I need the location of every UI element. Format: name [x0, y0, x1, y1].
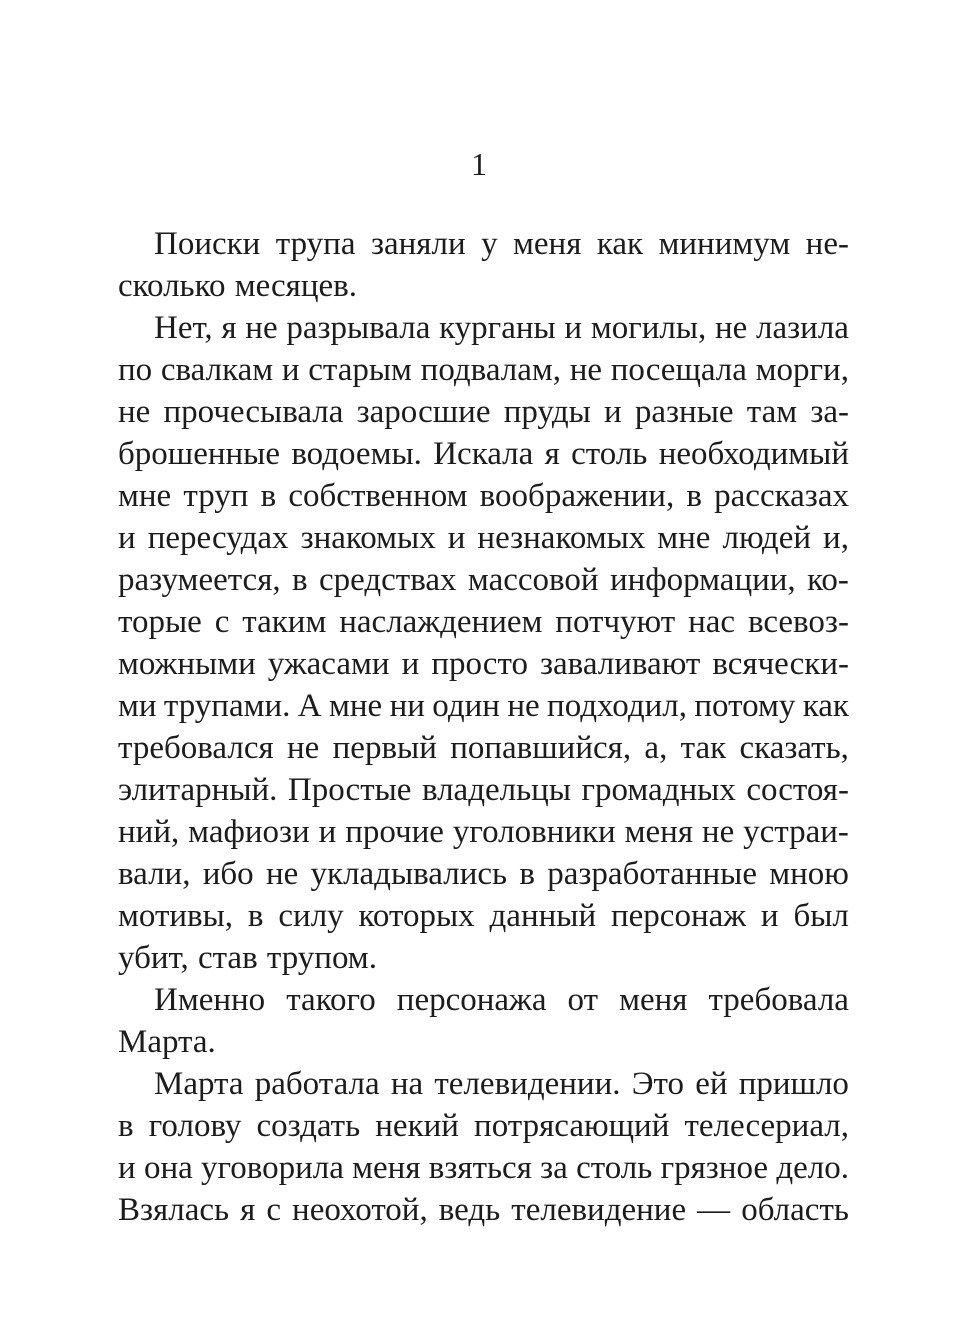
word: таким — [242, 604, 327, 640]
word: Это — [631, 1066, 684, 1102]
word: разработанные — [547, 856, 757, 892]
word: Искала — [433, 436, 534, 472]
word: мне — [329, 688, 383, 724]
word: потрясающий — [474, 1108, 670, 1144]
word: трупа — [275, 226, 356, 262]
word: незнакомых — [477, 520, 646, 556]
word: морги, — [755, 352, 849, 388]
word: мне — [118, 478, 172, 514]
word: и — [401, 646, 420, 682]
text-line — [118, 1147, 849, 1189]
word: грязное — [660, 1150, 769, 1186]
word: меня — [624, 814, 693, 850]
word: Взялась — [118, 1192, 230, 1228]
chapter-text — [118, 223, 849, 1231]
word: мафиози — [188, 814, 310, 850]
word: в — [686, 478, 702, 514]
word: один — [432, 688, 500, 724]
word: знакомых — [300, 520, 436, 556]
word: требовался — [118, 730, 274, 766]
word: брошенные — [118, 436, 280, 472]
word: потчуют — [555, 604, 676, 640]
word: Марта. — [118, 1024, 216, 1060]
word: у — [481, 226, 498, 262]
word: подвалам, — [420, 352, 562, 388]
word: я — [544, 436, 560, 472]
word: владельцы — [421, 772, 571, 808]
word: людей — [722, 520, 812, 556]
word: как — [802, 688, 849, 724]
text-line — [118, 1063, 849, 1105]
word: просто — [431, 646, 528, 682]
word: могилы, — [590, 310, 707, 346]
text-line — [118, 727, 849, 769]
word: ужасами — [267, 646, 390, 682]
word: и — [118, 1150, 136, 1186]
word: не- — [805, 226, 849, 262]
word: сказать, — [739, 730, 849, 766]
word: на — [390, 1066, 424, 1102]
word: Поиски — [154, 226, 261, 262]
word: в — [519, 856, 535, 892]
text-line — [118, 265, 849, 307]
word: по — [118, 352, 153, 388]
word: трупами. — [163, 688, 291, 724]
word: телевидении. — [434, 1066, 621, 1102]
text-line — [118, 853, 849, 895]
word: меня — [352, 1150, 421, 1186]
word: ми — [118, 688, 157, 724]
word: так — [680, 730, 727, 766]
word: меня — [619, 982, 688, 1018]
word: не — [265, 856, 299, 892]
word: торые — [118, 604, 202, 640]
word: лазила — [756, 310, 849, 346]
word: с — [214, 604, 230, 640]
text-line — [118, 685, 849, 727]
word: потому — [694, 688, 796, 724]
word: — — [697, 1192, 731, 1228]
word: силу — [278, 898, 344, 934]
text-line — [118, 433, 849, 475]
word: с — [266, 1192, 281, 1228]
text-line — [118, 349, 849, 391]
word: за- — [810, 394, 849, 430]
word: область — [741, 1192, 849, 1228]
word: став — [197, 940, 258, 976]
text-line — [118, 937, 849, 979]
word: неохотой, — [292, 1192, 428, 1228]
word: пруды — [503, 394, 591, 430]
word: средствах — [319, 562, 457, 598]
word: старым — [308, 352, 412, 388]
word: ни — [389, 688, 425, 724]
word: она — [143, 1150, 193, 1186]
text-line — [118, 559, 849, 601]
word: за — [540, 1150, 568, 1186]
word: мотивы, — [118, 898, 234, 934]
word: работала — [254, 1066, 380, 1102]
word: не — [118, 394, 151, 430]
word: трупом. — [266, 940, 377, 976]
word: сколько — [118, 268, 226, 304]
word: месяцев. — [234, 268, 358, 304]
word: в — [292, 562, 308, 598]
word: вали, — [118, 856, 191, 892]
word: попавшийся, — [450, 730, 632, 766]
word: всячески- — [712, 646, 849, 682]
word: разумеется, — [118, 562, 281, 598]
chapter-number: 1 — [471, 146, 487, 182]
word: прочие — [345, 814, 444, 850]
word: персонажа — [396, 982, 547, 1018]
text-line — [118, 223, 849, 265]
word: рассказах — [714, 478, 849, 514]
word: а, — [644, 730, 668, 766]
text-line — [118, 895, 849, 937]
word: разные — [634, 394, 734, 430]
word: минимум — [658, 226, 791, 262]
word: ний, — [118, 814, 180, 850]
word: дело. — [776, 1150, 849, 1186]
word: которых — [358, 898, 475, 934]
word: и — [564, 310, 583, 346]
word: был — [793, 898, 849, 934]
word: создать — [256, 1108, 361, 1144]
word: телевидение — [511, 1192, 687, 1228]
word: как — [596, 226, 644, 262]
word: я — [221, 310, 237, 346]
text-line — [118, 517, 849, 559]
word: можными — [118, 646, 256, 682]
word: пересудах — [147, 520, 289, 556]
word: и — [604, 394, 622, 430]
word: там — [746, 394, 798, 430]
word: телесериал, — [684, 1108, 849, 1144]
word: устраи- — [743, 814, 849, 850]
word: Простые — [287, 772, 412, 808]
word: убит, — [118, 940, 189, 976]
text-line — [118, 1105, 849, 1147]
word: требовала — [708, 982, 849, 1018]
word: уговорила — [201, 1150, 344, 1186]
word: не — [715, 310, 748, 346]
word: ведь — [438, 1192, 501, 1228]
word: подходил, — [547, 688, 687, 724]
word: столь — [576, 1150, 653, 1186]
word: заросшие — [356, 394, 491, 430]
text-line — [118, 769, 849, 811]
word: и — [281, 352, 300, 388]
word: в — [260, 478, 277, 514]
word: голову — [148, 1108, 242, 1144]
word: укладывались — [310, 856, 508, 892]
word: Марта — [154, 1066, 244, 1102]
word: ей — [695, 1066, 728, 1102]
word: не — [507, 688, 540, 724]
word: необходимый — [658, 436, 849, 472]
word: пришло — [738, 1066, 849, 1102]
word: не — [701, 814, 735, 850]
word: свалкам — [160, 352, 274, 388]
word: воображении, — [479, 478, 675, 514]
word: заняли — [370, 226, 466, 262]
word: всевоз- — [747, 604, 849, 640]
text-line — [118, 307, 849, 349]
text-line — [118, 979, 849, 1021]
word: первый — [332, 730, 437, 766]
word: уголовники — [452, 814, 616, 850]
word: водоемы. — [291, 436, 422, 472]
word: мне — [657, 520, 711, 556]
text-line — [118, 601, 849, 643]
word: разрывала — [286, 310, 431, 346]
word: в — [118, 1108, 134, 1144]
word: ибо — [202, 856, 254, 892]
word: и — [447, 520, 466, 556]
word: персонаж — [610, 898, 747, 934]
word: Нет, — [154, 310, 213, 346]
word: ко- — [807, 562, 849, 598]
word: курганы — [439, 310, 556, 346]
word: А — [297, 688, 322, 724]
word: данный — [489, 898, 597, 934]
word: и — [760, 898, 779, 934]
text-line — [118, 391, 849, 433]
word: нас — [688, 604, 736, 640]
word: такого — [286, 982, 376, 1018]
word: собственном — [288, 478, 468, 514]
word: информации, — [609, 562, 796, 598]
text-line — [118, 811, 849, 853]
text-line — [118, 1189, 849, 1231]
word: прочесывала — [163, 394, 344, 430]
word: столь — [571, 436, 648, 472]
text-line — [118, 1021, 849, 1063]
word: элитарный. — [118, 772, 278, 808]
word: и — [118, 520, 136, 556]
word: меня — [513, 226, 582, 262]
word: громадных — [581, 772, 736, 808]
word: взяться — [428, 1150, 532, 1186]
word: состоя- — [746, 772, 849, 808]
word: некий — [375, 1108, 459, 1144]
word: я — [240, 1192, 256, 1228]
word: и — [318, 814, 337, 850]
word: Именно — [154, 982, 266, 1018]
word: посещала — [610, 352, 747, 388]
word: в — [247, 898, 264, 934]
word: не — [569, 352, 603, 388]
word: мною — [769, 856, 849, 892]
word: труп — [183, 478, 249, 514]
word: не — [286, 730, 320, 766]
word: и, — [823, 520, 849, 556]
text-line — [118, 475, 849, 517]
word: от — [567, 982, 599, 1018]
word: массовой — [467, 562, 599, 598]
word: наслаждением — [339, 604, 543, 640]
word: заваливают — [540, 646, 701, 682]
text-line — [118, 643, 849, 685]
word: не — [245, 310, 278, 346]
